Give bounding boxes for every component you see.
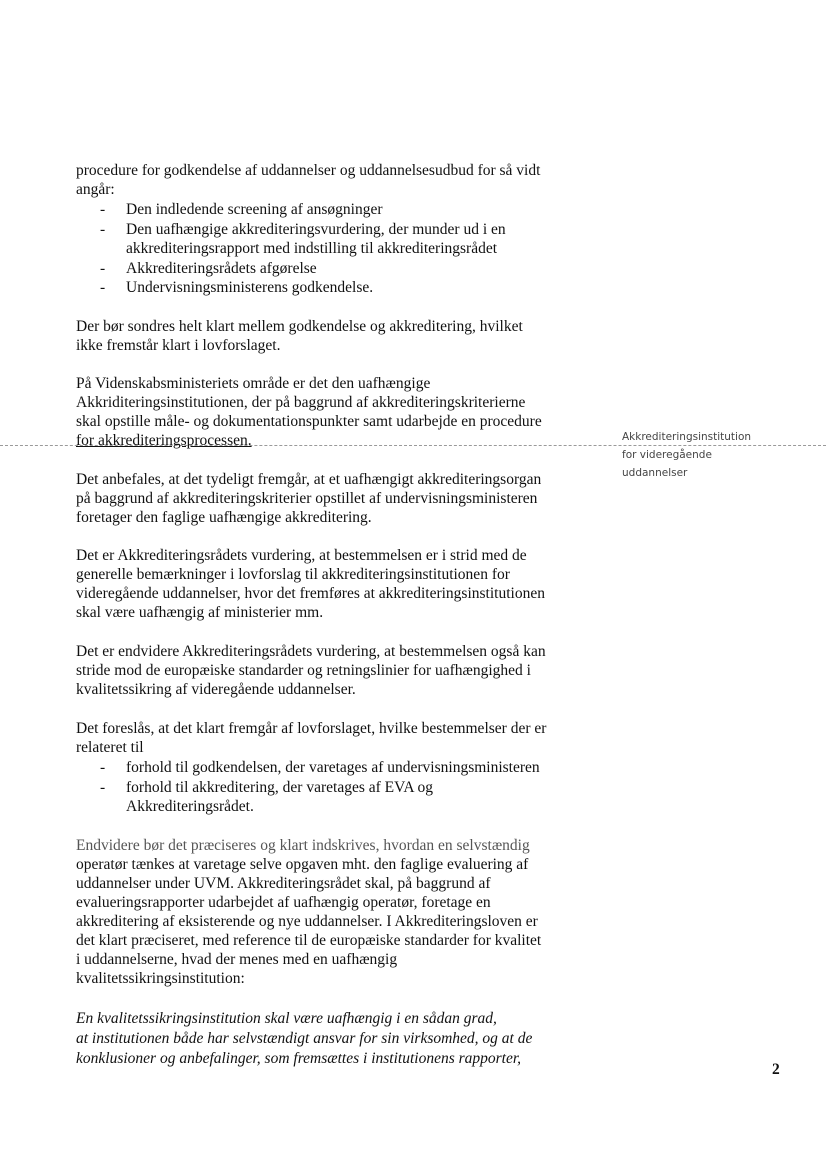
text-line: procedure for godkendelse af uddannelser og uddannelsesudbud for så vidt <box>76 162 541 179</box>
text-line: skal opstille måle- og dokumentationspunkter samt udarbejde en procedure <box>76 413 542 430</box>
list-item: forhold til akkreditering, der varetages af EVA og <box>126 779 434 796</box>
text-line: Det foreslås, at det klart fremgår af lovforslaget, hvilke bestemmelser der er <box>76 720 547 737</box>
list-bullet: - <box>100 201 106 218</box>
list-bullet: - <box>100 779 106 796</box>
list-bullet: - <box>100 759 106 776</box>
text-line: evalueringsrapporter udarbejdet af uafhængig operatør, foretage en <box>76 894 491 911</box>
text-line: i uddannelserne, hvad der menes med en uafhængig <box>76 951 398 968</box>
quote-line: at institutionen både har selvstændigt ansvar for sin virksomhed, og at de <box>76 1030 533 1047</box>
quote-line: konklusioner og anbefalinger, som fremsættes i institutionens rapporter, <box>76 1050 522 1067</box>
text-line: Det er endvidere Akkrediteringsrådets vurdering, at bestemmelsen også kan <box>76 643 546 660</box>
list-item: Den uafhængige akkrediteringsvurdering, der munder ud i en <box>126 221 506 238</box>
text-line: foretager den faglige uafhængige akkreditering. <box>76 509 372 526</box>
margin-comment-line[interactable]: uddannelser <box>622 467 688 479</box>
list-item: Undervisningsministerens godkendelse. <box>126 279 374 296</box>
text-line: Akkriditeringsinstitutionen, der på baggrund af akkrediteringskriterierne <box>76 394 526 411</box>
list-item: forhold til godkendelsen, der varetages af undervisningsministeren <box>126 759 540 776</box>
text-line: Endvidere bør det præciseres og klart indskrives, hvordan en selvstændig <box>76 837 530 854</box>
text-line: videregående uddannelser, hvor det fremføres at akkrediteringsinstitutionen <box>76 585 545 602</box>
text-line: kvalitetssikring af videregående uddannelser. <box>76 681 356 698</box>
list-item: Akkrediteringsrådets afgørelse <box>126 260 317 277</box>
quote-line: En kvalitetssikringsinstitution skal være uafhængig i en sådan grad, <box>76 1010 497 1027</box>
text-line: stride mod de europæiske standarder og retningslinier for uafhængighed i <box>76 662 531 679</box>
text-line: Det er Akkrediteringsrådets vurdering, at bestemmelsen er i strid med de <box>76 547 527 564</box>
text-line: det klart præciseret, med reference til de europæiske standarder for kvalitet <box>76 932 542 949</box>
commented-text-line: for akkrediteringsprocessen. <box>76 432 252 449</box>
margin-comment-line[interactable]: Akkrediteringsinstitution <box>622 431 752 443</box>
text-line: operatør tænkes at varetage selve opgaven mht. den faglige evaluering af <box>76 856 529 873</box>
list-item-continuation: akkrediteringsrapport med indstilling til akkrediteringsrådet <box>126 240 498 257</box>
text-line: uddannelser under UVM. Akkrediteringsrådet skal, på baggrund af <box>76 875 491 892</box>
margin-comment-line[interactable]: for videregående <box>622 449 712 461</box>
text-line: ikke fremstår klart i lovforslaget. <box>76 337 281 354</box>
text-line: akkreditering af eksisterende og nye uddannelser. I Akkrediteringsloven er <box>76 913 538 930</box>
text-line: Der bør sondres helt klart mellem godkendelse og akkreditering, hvilket <box>76 318 523 335</box>
text-line: kvalitetssikringsinstitution: <box>76 970 245 987</box>
list-bullet: - <box>100 221 106 238</box>
text-line: relateret til <box>76 739 144 756</box>
text-line: På Videnskabsministeriets område er det den uafhængige <box>76 375 431 392</box>
list-item: Den indledende screening af ansøgninger <box>126 201 383 218</box>
text-line: generelle bemærkninger i lovforslag til akkrediteringsinstitutionen for <box>76 566 510 583</box>
text-line: angår: <box>76 181 115 198</box>
list-item-continuation: Akkrediteringsrådet. <box>126 798 254 815</box>
list-bullet: - <box>100 279 106 296</box>
page-number: 2 <box>772 1061 780 1078</box>
list-bullet: - <box>100 260 106 277</box>
text-line: skal være uafhængig af ministerier mm. <box>76 604 324 621</box>
text-line: Det anbefales, at det tydeligt fremgår, at et uafhængigt akkrediteringsorgan <box>76 471 542 488</box>
text-line: på baggrund af akkrediteringskriterier opstillet af undervisningsministeren <box>76 490 538 507</box>
